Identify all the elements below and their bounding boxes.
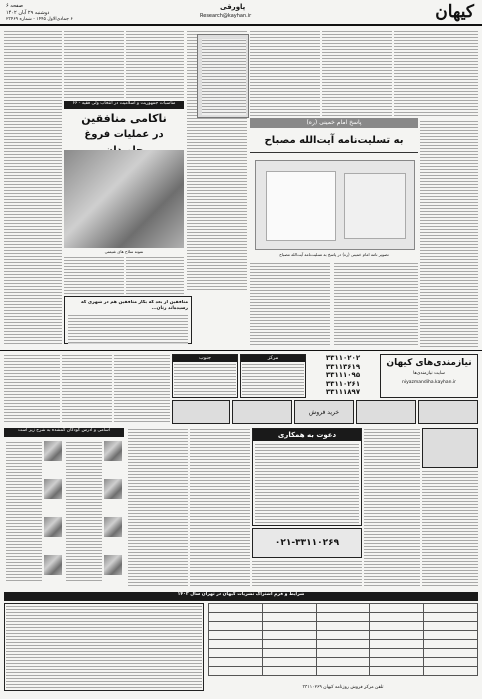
phone-number: ۳۳۱۱۱۰۹۵ xyxy=(325,371,361,379)
text-column xyxy=(64,256,124,294)
text-column xyxy=(334,262,418,347)
text-column xyxy=(420,120,478,347)
job-offer-box xyxy=(252,428,362,526)
big-phone: ۰۲۱-۳۳۱۱۰۲۶۹ xyxy=(274,538,340,548)
phone-number: ۳۳۱۱۳۶۱۹ xyxy=(325,362,361,371)
text-column xyxy=(250,262,330,347)
center-branch: مرکز xyxy=(240,354,306,398)
quote-text: منافقین از بعد که بکار منافقین هم در شهری که رسیده‌اند زنان... xyxy=(81,300,188,311)
headline-line-2: در عملیات فروغ xyxy=(84,129,164,140)
ads-header xyxy=(380,354,478,398)
headline-line-1: ناکامی منافقین xyxy=(81,112,167,125)
ad-text-column xyxy=(128,428,188,588)
highlight-box[interactable]: خرید فروش xyxy=(294,400,354,424)
phone-list xyxy=(308,354,378,398)
ad-box xyxy=(422,428,478,468)
letter-caption: تصویر نامه امام خمینی (ره) در پاسخ به تسلیت‌نامه آیت‌الله مصباح xyxy=(279,252,389,257)
phone-ad-box xyxy=(252,528,362,558)
ads-title: نیازمندی‌های کیهان xyxy=(386,358,472,368)
ad-category-box[interactable] xyxy=(232,400,292,424)
child-photo xyxy=(44,517,62,537)
ad-text-column xyxy=(4,354,60,424)
section-email: Research@kayhan.ir xyxy=(200,13,252,19)
section-title: پاورقی xyxy=(220,3,246,11)
text-column xyxy=(64,30,124,100)
text-column xyxy=(126,30,184,100)
ad-text-column xyxy=(62,354,112,424)
phone-number: ۳۳۱۱۰۲۶۱ xyxy=(325,379,361,388)
masthead xyxy=(0,0,482,26)
photo-caption: نمونه سلاح های غنیمتی xyxy=(104,249,144,254)
article-photo xyxy=(64,150,184,248)
ad-text-column xyxy=(422,470,478,588)
page-number: صفحه ۶ xyxy=(6,3,23,9)
subscription-table xyxy=(208,603,478,683)
ad-text-column xyxy=(190,428,250,588)
child-photo xyxy=(104,441,122,461)
subscription-form[interactable] xyxy=(4,603,204,691)
ads-website[interactable]: niyazmandiha.kayhan.ir xyxy=(402,380,456,385)
ad-text-column xyxy=(252,560,362,588)
missing-children-banner: اسامی و آدرس کودکان گمشده به شرح زیر است xyxy=(4,428,124,437)
child-photo xyxy=(44,441,62,461)
phone-number: ۳۳۱۱۱۸۹۷ xyxy=(325,388,361,396)
feature-title: به تسلیت‌نامه آیت‌الله مصباح xyxy=(250,130,418,153)
document-photo xyxy=(197,34,249,118)
quote-box xyxy=(64,296,192,344)
text-column xyxy=(322,30,392,116)
south-branch: جنوب xyxy=(172,354,238,398)
date-line: دوشنبه ۲۹ آبان ۱۴۰۲ xyxy=(6,10,50,16)
quote-lines xyxy=(68,314,188,344)
child-photo xyxy=(104,479,122,499)
newspaper-logo: کیهان xyxy=(435,2,474,22)
ad-category-box[interactable] xyxy=(418,400,478,424)
text-column xyxy=(126,256,184,294)
article-header: مناسبات جمهوریت و اسلامیت در انتخاب ولی فقیه - ۶۶ xyxy=(64,101,184,109)
article-title xyxy=(64,111,184,149)
subscription-banner: شرایط و فرم اشتراک نشریات کیهان در تهران سال ۱۴۰۲ xyxy=(4,592,478,601)
phone-number: ۳۳۱۱۰۲۰۲ xyxy=(325,354,361,362)
issue-line: ۶ جمادی‌الاول ۱۴۴۵ - شماره ۲۳۴۶۹ xyxy=(6,17,73,22)
subscription-footer: تلفن مرکز فروش روزنامه کیهان ۳۳۱۱۰۲۶۹ xyxy=(302,685,384,690)
text-column xyxy=(4,30,62,346)
ad-category-box[interactable] xyxy=(356,400,416,424)
child-photo xyxy=(104,555,122,575)
text-column xyxy=(250,30,320,116)
ads-subtitle: سایت نیازمندی‌ها xyxy=(413,371,445,376)
letter-image xyxy=(255,160,415,250)
job-offer-banner: دعوت به همکاری xyxy=(253,429,361,441)
ad-text-column xyxy=(364,428,420,588)
child-photo xyxy=(104,517,122,537)
missing-children-list xyxy=(4,439,124,589)
text-column xyxy=(394,30,478,116)
child-photo xyxy=(44,479,62,499)
feature-banner: پاسخ امام خمینی (ره) xyxy=(250,118,418,128)
child-photo xyxy=(44,555,62,575)
ad-text-column xyxy=(114,354,170,424)
ad-category-box[interactable] xyxy=(172,400,230,424)
